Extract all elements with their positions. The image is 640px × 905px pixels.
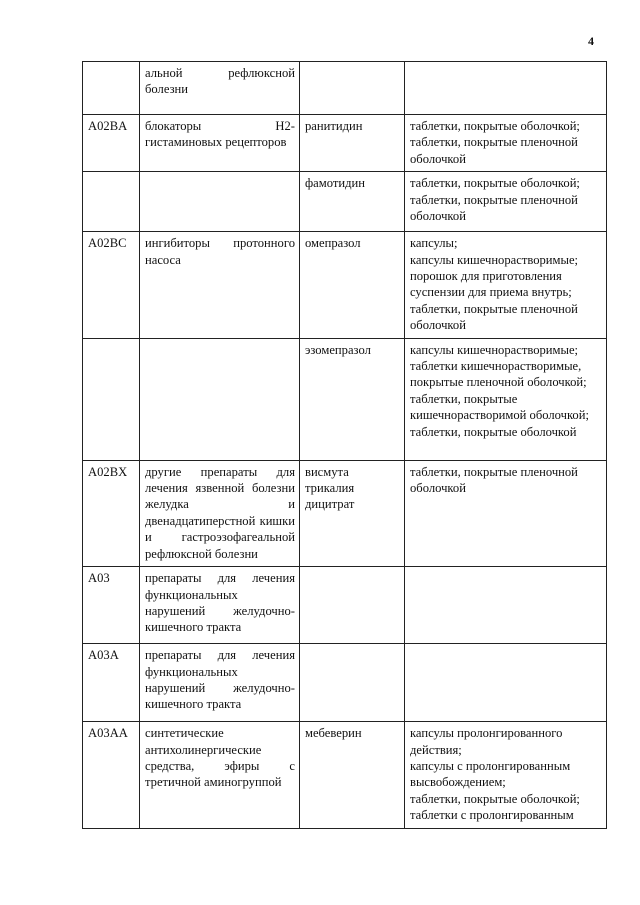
dosage-form: таблетки с пролонгированным xyxy=(410,808,574,823)
dosage-form: таблетки, покрытые пленочной оболочкой xyxy=(410,192,578,224)
dosage-forms xyxy=(405,62,607,115)
dosage-form: капсулы кишечнорастворимые; xyxy=(410,252,579,267)
dosage-form: капсулы пролонгированного действия; xyxy=(410,726,563,757)
drug-table xyxy=(82,61,607,829)
dosage-form: таблетки, покрытые оболочкой xyxy=(410,424,577,439)
drug-name: ранитидин xyxy=(300,115,405,172)
group-name: препараты для лечения функциональных нарушений желудочно-кишечного тракта xyxy=(140,644,300,722)
atc-code: A03AA xyxy=(83,722,140,828)
page-number: 4 xyxy=(588,34,594,48)
table-row xyxy=(83,460,607,566)
dosage-forms xyxy=(405,644,607,722)
dosage-forms xyxy=(405,172,607,232)
group-name: другие препараты для лечения язвенной болезни желудка и двенадцатиперстной кишки и гастроэзофагеальной рефлюксной болезни xyxy=(140,460,300,566)
dosage-form: таблетки, покрытые пленочной оболочкой xyxy=(410,464,578,496)
dosage-form: таблетки, покрытые оболочкой; xyxy=(410,119,580,133)
dosage-form: таблетки кишечнорастворимые, покрытые пленочной оболочкой; xyxy=(410,359,587,390)
dosage-forms xyxy=(405,232,607,338)
dosage-form: порошок для приготовления суспензии для приема внутрь; xyxy=(410,269,572,300)
drug-name: мебеверин xyxy=(300,722,405,828)
drug-name: фамотидин xyxy=(300,172,405,232)
group-name: альной рефлюксной болезни xyxy=(140,62,300,115)
atc-code xyxy=(83,338,140,460)
atc-code: A02BA xyxy=(83,115,140,172)
atc-code: A02BX xyxy=(83,460,140,566)
atc-code xyxy=(83,62,140,115)
dosage-form: капсулы; xyxy=(410,236,458,251)
table-row xyxy=(83,722,607,828)
dosage-forms xyxy=(405,338,607,460)
atc-code: A03 xyxy=(83,567,140,644)
dosage-form: таблетки, покрытые оболочкой; xyxy=(410,791,580,806)
group-name xyxy=(140,172,300,232)
dosage-forms xyxy=(405,460,607,566)
drug-name: висмута трикалия дицитрат xyxy=(300,460,405,566)
group-name: блокаторы H2-гистаминовых рецепторов xyxy=(140,115,300,172)
drug-name xyxy=(300,644,405,722)
table-row xyxy=(83,115,607,172)
group-name: синтетические антихолинергические средства, эфиры с третичной аминогруппой xyxy=(140,722,300,828)
table-row xyxy=(83,338,607,460)
atc-code: A02BC xyxy=(83,232,140,338)
dosage-form: таблетки, покрытые пленочной оболочкой xyxy=(410,301,578,333)
atc-code: A03A xyxy=(83,644,140,722)
drug-name xyxy=(300,62,405,115)
drug-name xyxy=(300,567,405,644)
dosage-form: таблетки, покрытые кишечнорастворимой оболочкой; xyxy=(410,391,589,423)
dosage-form: капсулы с пролонгированным высвобождением; xyxy=(410,758,571,790)
dosage-form: капсулы кишечнорастворимые; xyxy=(410,342,579,357)
group-name xyxy=(140,338,300,460)
table-row xyxy=(83,644,607,722)
drug-name: эзомепразол xyxy=(300,338,405,460)
table-row xyxy=(83,172,607,232)
dosage-form: таблетки, покрытые пленочной оболочкой xyxy=(410,135,578,166)
dosage-forms xyxy=(405,567,607,644)
group-name: препараты для лечения функциональных нарушений желудочно-кишечного тракта xyxy=(140,567,300,644)
table-row xyxy=(83,62,607,115)
dosage-form: таблетки, покрытые оболочкой; xyxy=(410,176,580,191)
table-row xyxy=(83,232,607,338)
dosage-forms xyxy=(405,722,607,828)
drug-name: омепразол xyxy=(300,232,405,338)
dosage-forms xyxy=(405,115,607,172)
atc-code xyxy=(83,172,140,232)
table-row xyxy=(83,567,607,644)
group-name: ингибиторы протонного насоса xyxy=(140,232,300,338)
